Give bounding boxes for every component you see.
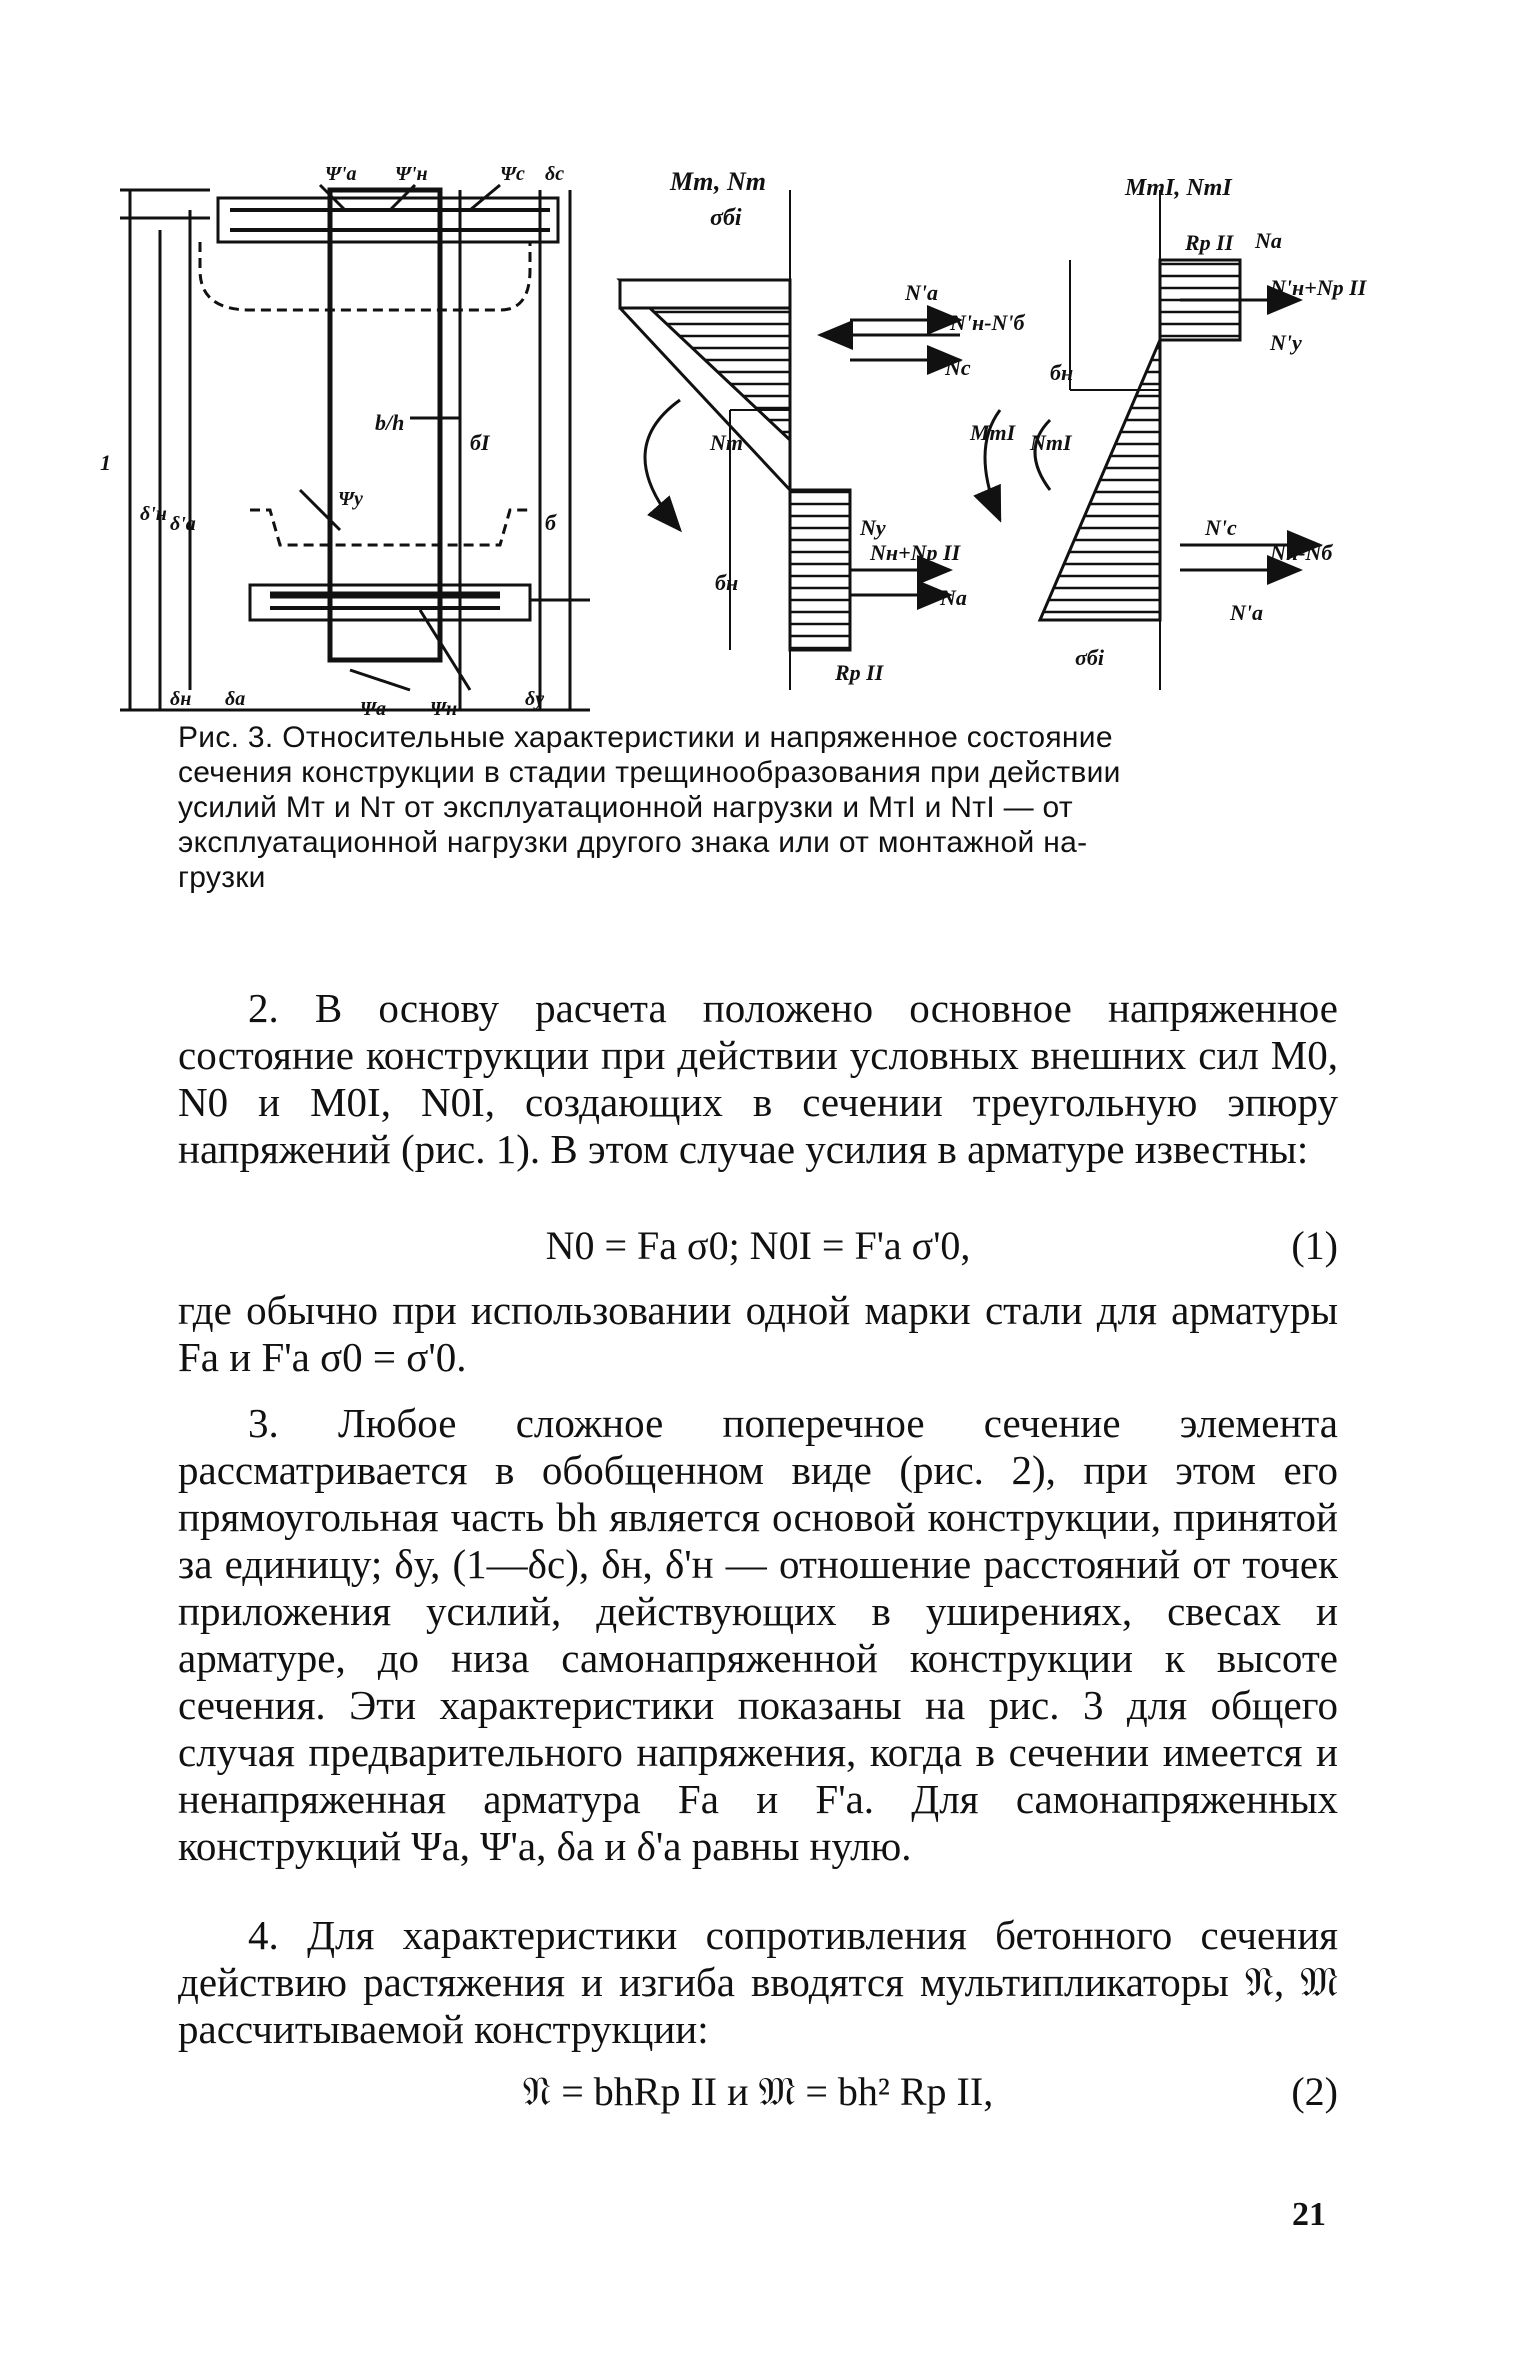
label-nc: Nс — [945, 355, 971, 380]
paragraph-3-text: 3. Любое сложное поперечное сечение элемента рассматривается в обобщенном виде (рис. 2), при этом его прямоугольная часть bh является основой конструкции, принятой за единицу; δу, (1—δс), δн, δ'н — отношение расстояний от точек приложения усилий, действующих в уширениях, свесах и арматуре, до низа самонапряженной конструкции к высоте сечения. Эти характеристики показаны на рис. 3 для общего случая предварительного напряжения, когда в сечении имеется и ненапряженная арматура Fа и F'а. Для самонапряженных конструкций Ψа, Ψ'а, δа и δ'а равны нулю. — [178, 1400, 1338, 1869]
stress-diagram-1 — [620, 190, 960, 690]
label-na-top-right: Nа — [1255, 228, 1282, 253]
label-delta-n: δн — [170, 688, 192, 710]
figure-labels — [100, 163, 1368, 720]
paragraph-2-text: 2. В основу расчета положено основное напряженное состояние конструкции при действии условных внешних сил M0, N0 и M0I, N0I, создающих в сечении треугольную эпюру напряжений (рис. 1). В этом случае усилия в арматуре известны: — [178, 985, 1338, 1172]
equation-2-expr: 𝔑 = bhRр II и 𝔐 = bh² Rр II, — [522, 2069, 994, 2114]
label-na-low: Nа — [940, 585, 967, 610]
top-flange — [218, 198, 558, 242]
label-bn: бн — [715, 570, 739, 595]
label-delta-a-prime: δ'а — [170, 513, 196, 535]
label-psi-n: Ψн — [430, 698, 458, 720]
label-one: 1 — [100, 450, 111, 475]
label-delta-a: δа — [225, 688, 246, 710]
label-mt1-arrow: МтI — [970, 420, 1016, 445]
label-nt1-arrow: NтI — [1030, 430, 1072, 455]
page-number: 21 — [1292, 2196, 1326, 2233]
cross-section — [120, 185, 590, 710]
label-delta-c: δс — [545, 163, 565, 185]
paragraph-2-continuation — [178, 1287, 1338, 1381]
bottom-flange — [250, 585, 530, 620]
label-nn-nb: Nн-Nб — [1270, 540, 1333, 565]
label-ny-prime: N'у — [1270, 330, 1302, 355]
paragraph-3 — [178, 1400, 1338, 1870]
figure-caption — [178, 720, 1338, 895]
label-delta-y: δу — [525, 688, 545, 710]
paragraph-2b-text: где обычно при использовании одной марки стали для арматуры Fа и F'а σ0 = σ'0. — [178, 1287, 1338, 1380]
equation-1 — [178, 1222, 1338, 1270]
paragraph-4 — [178, 1912, 1338, 2053]
label-rp2-bottom: Rр II — [835, 660, 884, 685]
equation-2-number: (2) — [1291, 2069, 1338, 2114]
figure-3-section-diagram — [100, 150, 1400, 720]
label-nn-nb-prime: N'н-N'б — [950, 310, 1025, 335]
label-psi-a-prime: Ψ'а — [325, 163, 357, 185]
label-mt1-nt1: МтI, NтI — [1125, 175, 1232, 201]
label-rp2-top: Rр II — [1185, 230, 1234, 255]
label-na-prime-low: N'а — [1230, 600, 1263, 625]
label-psi-n-prime: Ψ'н — [395, 163, 428, 185]
label-mt-nt: Мт, Nт — [670, 167, 766, 196]
caption-line: сечения конструкции в стадии трещинообразования при действии — [178, 756, 1121, 789]
equation-1-number: (1) — [1291, 1223, 1338, 1268]
equation-1-expr: N0 = Fа σ0; N0I = F'а σ'0, — [545, 1223, 971, 1268]
label-na-prime: N'а — [905, 280, 938, 305]
label-nt-arrow: Nт — [710, 430, 743, 455]
label-psi-y: Ψу — [338, 488, 363, 510]
label-nc-prime: N'с — [1205, 515, 1237, 540]
label-delta-n-prime: δ'н — [140, 503, 167, 525]
paragraph-2 — [178, 985, 1338, 1173]
paragraph-4-text: 4. Для характеристики сопротивления бетонного сечения действию растяжения и изгиба вводятся мультипликаторы 𝔑, 𝔐 рассчитываемой конструкции: — [178, 1912, 1338, 2052]
label-nn-np2: N'н+Nр II — [1270, 275, 1367, 300]
label-psi-c: Ψс — [500, 163, 525, 185]
caption-line: усилий Mт и Nт от эксплуатационной нагрузки и MтI и NтI — от — [178, 791, 1073, 824]
label-ny: Nу — [860, 515, 886, 540]
label-b1: бI — [470, 430, 490, 455]
caption-line: грузки — [178, 861, 266, 894]
label-sigma-bi-low: σбi — [1075, 645, 1104, 670]
label-b-over-h: b/h — [375, 410, 405, 435]
equation-2 — [178, 2068, 1338, 2116]
label-psi-a: Ψа — [360, 698, 386, 720]
label-sigma-bi: σбi — [710, 205, 742, 231]
label-b: б — [545, 510, 556, 535]
caption-line: эксплуатационной нагрузки другого знака или от монтажной на- — [178, 826, 1088, 859]
caption-line: Рис. 3. Относительные характеристики и напряженное состояние — [178, 721, 1113, 754]
label-nn-np2-low: Nн+Nр II — [870, 540, 961, 565]
label-bn1: бн — [1050, 360, 1074, 385]
